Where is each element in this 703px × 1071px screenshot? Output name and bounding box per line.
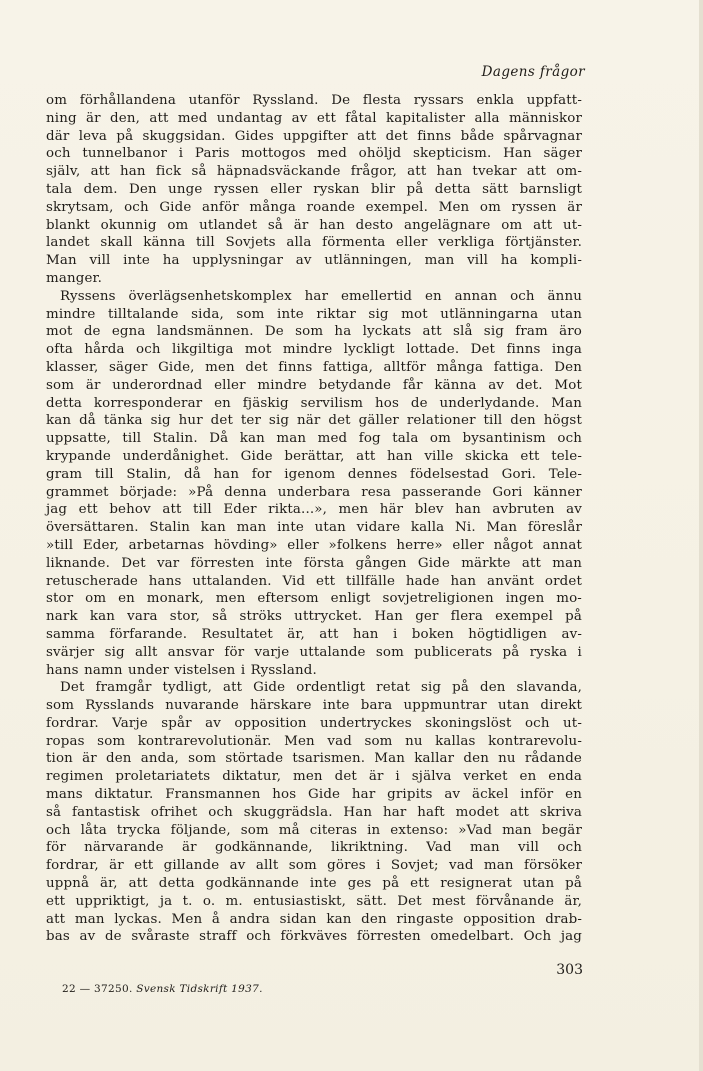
text-line: och låta trycka följande, som må citeras in extenso: »Vad man begär	[46, 822, 582, 838]
text-line: ett uppriktigt, ja t. o. m. entusiastiskt, sätt. Det mest förvånande är,	[46, 893, 582, 909]
text-line: som Rysslands nuvarande härskare inte bara uppmuntrar utan direkt	[46, 698, 582, 714]
text-line: och tunnelbanor i Paris mottogos med ohöljd skepticism. Han säger	[46, 146, 582, 162]
running-head: Dagens frågor	[481, 64, 585, 80]
body-text	[46, 92, 582, 946]
text-line: grammet började: »På denna underbara resa passerande Gori känner	[46, 484, 582, 500]
text-line: fordrar, är ett gillande av allt som göres i Sovjet; vad man försöker	[46, 858, 582, 874]
text-line: Det framgår tydligt, att Gide ordentligt retat sig på den slavanda,	[60, 680, 582, 696]
text-line: skrytsam, och Gide anför många roande exempel. Men om ryssen är	[46, 199, 582, 215]
text-line: nark kan vara stor, så ströks uttrycket. Han ger flera exempel på	[46, 609, 582, 625]
text-line: översättaren. Stalin kan man inte utan vidare kalla Ni. Man föreslår	[46, 520, 582, 536]
signature-journal: Svensk Tidskrift 1937.	[136, 983, 263, 995]
text-line: jag ett behov att till Eder rikta...», men här blev han avbruten av	[46, 502, 582, 518]
text-line: där leva på skuggsidan. Gides uppgifter att det finns både spårvagnar	[46, 128, 582, 144]
text-line: blankt okunnig om utlandet så är han desto angelägnare om att ut-	[46, 217, 582, 233]
text-line: om förhållandena utanför Ryssland. De flesta ryssars enkla uppfatt-	[46, 93, 582, 108]
text-line: retuscherade hans uttalanden. Vid ett tillfälle hade han använt ordet	[46, 573, 582, 589]
text-line: mindre tilltalande sida, som inte riktar sig mot utlänningarna utan	[46, 306, 582, 322]
page-edge	[699, 0, 703, 1071]
text-line: uppsatte, till Stalin. Då kan man med fog tala om bysantinism och	[46, 431, 582, 447]
text-line: ofta hårda och likgiltiga mot mindre lyckligt lottade. Det finns inga	[46, 342, 582, 358]
text-line: landet skall känna till Sovjets alla förmenta eller verkliga förtjänster.	[46, 235, 582, 251]
text-line: uppnå är, att detta godkännande inte ges på ett resignerat utan på	[46, 876, 582, 892]
text-line: så fantastisk ofrihet och skuggrädsla. Han har haft modet att skriva	[46, 804, 582, 820]
text-line: klasser, säger Gide, men det finns fattiga, alltför många fattiga. Den	[46, 359, 582, 375]
text-line: liknande. Det var förresten inte första gången Gide märkte att man	[46, 555, 582, 571]
text-line: ning är den, att med undantag av ett fåtal kapitalister alla människor	[46, 110, 582, 126]
text-line: samma förfarande. Resultatet är, att han i boken högtidligen av-	[46, 626, 582, 642]
text-line: Man vill inte ha upplysningar av utlänningen, man vill ha kompli-	[46, 253, 582, 269]
page-number: 303	[556, 962, 583, 978]
signature-sheet: 22 — 37250.	[62, 983, 133, 995]
text-line: fordrar. Varje spår av opposition undertryckes skoningslöst och ut-	[46, 715, 582, 731]
text-line: hans namn under vistelsen i Ryssland.	[46, 662, 317, 678]
text-line: svärjer sig allt ansvar för varje uttalande som publicerats på ryska i	[46, 644, 582, 660]
text-line: som är underordnad eller mindre betydande får känna av det. Mot	[46, 377, 582, 393]
text-line: stor om en monark, men eftersom enligt sovjetreligionen ingen mo-	[46, 591, 582, 607]
text-line: »till Eder, arbetarnas hövding» eller »folkens herre» eller något annat	[46, 537, 582, 553]
text-line: att man lyckas. Men å andra sidan kan den ringaste opposition drab-	[46, 911, 582, 927]
text-line: mans diktatur. Fransmannen hos Gide har gripits av äckel inför en	[46, 787, 582, 803]
text-line: kan då tänka sig hur det ter sig när det gäller relationer till den högst	[46, 413, 582, 429]
text-line: manger.	[46, 270, 103, 286]
text-line: mot de egna landsmännen. De som ha lyckats att slå sig fram äro	[46, 324, 582, 340]
text-line: krypande underdånighet. Gide berättar, att han ville skicka ett tele-	[46, 448, 582, 464]
printer-signature	[62, 983, 263, 995]
text-line: regimen proletariatets diktatur, men det är i själva verket en enda	[46, 769, 582, 785]
text-line: tala dem. Den unge ryssen eller ryskan blir på detta sätt barnsligt	[46, 181, 582, 197]
text-line: bas av de svåraste straff och förkväves förresten omedelbart. Och jag	[46, 929, 582, 945]
text-line: gram till Stalin, då han for igenom dennes födelsestad Gori. Tele-	[46, 466, 582, 482]
text-line: ropas som kontrarevolutionär. Men vad som nu kallas kontrarevolu-	[46, 733, 582, 749]
text-line: detta korresponderar en fjäskig servilism hos de underlydande. Man	[46, 395, 582, 411]
text-line: Ryssens överlägsenhetskomplex har emellertid en annan och ännu	[60, 288, 582, 304]
text-line: för närvarande är godkännande, likriktning. Vad man vill och	[46, 840, 582, 856]
text-line: själv, att han fick så häpnadsväckande frågor, att han tvekar att om-	[46, 164, 582, 180]
text-line: tion är den anda, som störtade tsarismen. Man kallar den nu rådande	[46, 751, 582, 767]
